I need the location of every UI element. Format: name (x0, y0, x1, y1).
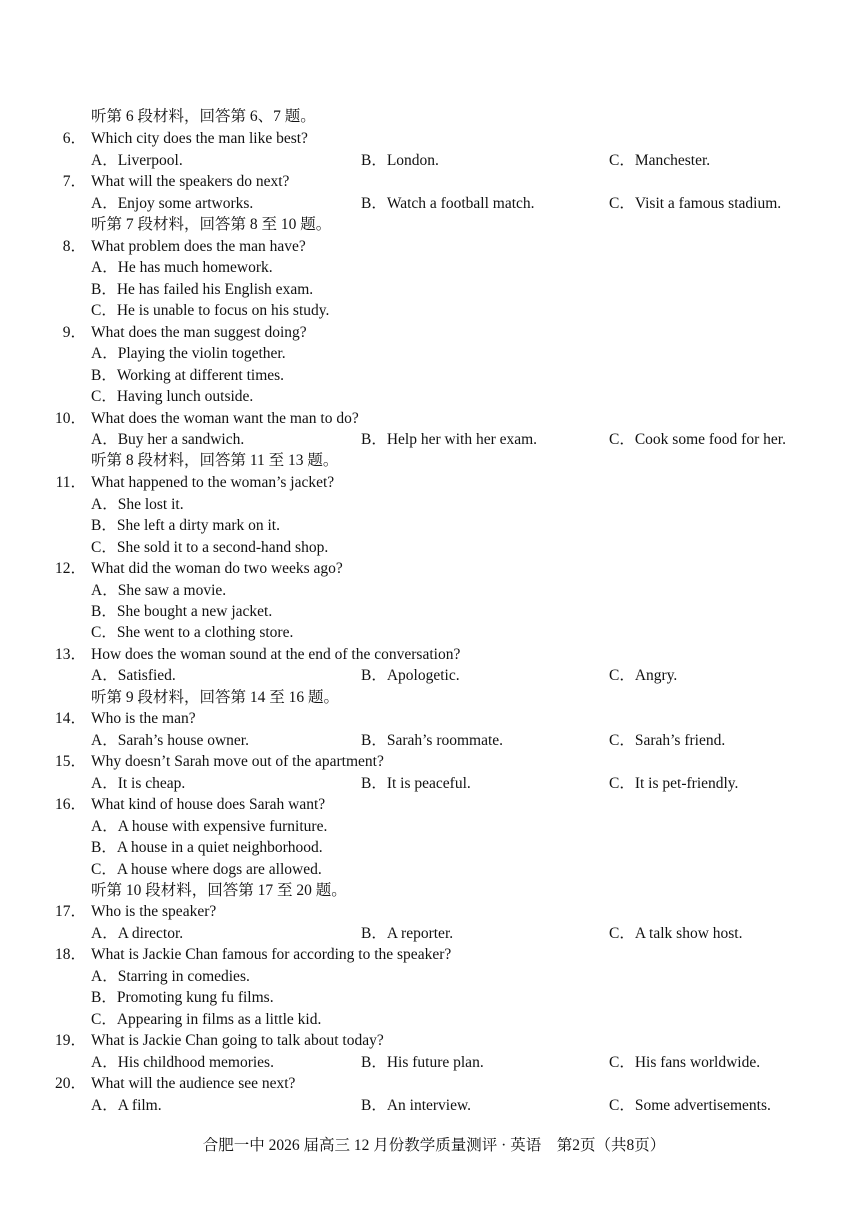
question-stem: What will the audience see next? (91, 1075, 296, 1092)
page-footer: 合肥一中 2026 届高三 12 月份教学质量测评 · 英语 第2页（共8页） (202, 1137, 666, 1154)
question-stem: What does the woman want the man to do? (91, 410, 359, 427)
option-c: C．A house where dogs are allowed. (91, 861, 322, 878)
option-c: C．Visit a famous stadium. (609, 195, 782, 212)
section-instruction: 听第 6 段材料，回答第 6、7 题。 (91, 108, 316, 125)
option-b: B．Working at different times. (91, 367, 285, 384)
option-c: C．He is unable to focus on his study. (91, 302, 330, 319)
option-c: C．A talk show host. (609, 925, 743, 942)
option-b: B．It is peaceful. (361, 775, 471, 792)
option-b: B．Promoting kung fu films. (91, 989, 274, 1006)
question-number: 9． (62, 324, 86, 341)
question-stem: Who is the speaker? (91, 903, 217, 920)
option-a: A．Liverpool. (91, 152, 183, 169)
option-c: C．It is pet-friendly. (609, 775, 739, 792)
option-b: B．He has failed his English exam. (91, 281, 314, 298)
question-stem: Why doesn’t Sarah move out of the apartment? (91, 753, 384, 770)
option-b: B．She left a dirty mark on it. (91, 517, 280, 534)
option-b: B．An interview. (361, 1097, 472, 1114)
option-a: A．Buy her a sandwich. (91, 431, 245, 448)
question-9 (0, 322, 868, 343)
options-row (0, 923, 868, 944)
option-c: C．Angry. (609, 667, 678, 684)
option-c: C．Some advertisements. (609, 1097, 771, 1114)
question-15 (0, 751, 868, 772)
option-a: A．Playing the violin together. (91, 345, 286, 362)
option-a: A．Starring in comedies. (91, 968, 250, 985)
question-20 (0, 1073, 868, 1094)
question-12 (0, 558, 868, 579)
option-b: B．Help her with her exam. (361, 431, 538, 448)
option-a: A．She saw a movie. (91, 582, 227, 599)
option-c: C．Cook some food for her. (609, 431, 786, 448)
question-7 (0, 171, 868, 192)
question-19 (0, 1030, 868, 1051)
question-stem: What did the woman do two weeks ago? (91, 560, 343, 577)
question-number: 17． (54, 903, 86, 920)
question-number: 11． (55, 474, 86, 491)
option-b: B．Apologetic. (361, 667, 460, 684)
question-stem: What happened to the woman’s jacket? (91, 474, 335, 491)
option-a: A．A house with expensive furniture. (91, 818, 328, 835)
option-a: A．Enjoy some artworks. (91, 195, 254, 212)
option-b: B．His future plan. (361, 1054, 484, 1071)
options-row (0, 1095, 868, 1116)
options-row (0, 730, 868, 751)
question-stem: Which city does the man like best? (91, 130, 308, 147)
option-a: A．His childhood memories. (91, 1054, 274, 1071)
section-instruction: 听第 8 段材料，回答第 11 至 13 题。 (91, 452, 339, 469)
question-17 (0, 901, 868, 922)
question-10 (0, 408, 868, 429)
options-row (0, 429, 868, 450)
question-number: 19． (54, 1032, 86, 1049)
option-c: C．Having lunch outside. (91, 388, 254, 405)
question-number: 18． (54, 946, 86, 963)
option-a: A．A director. (91, 925, 184, 942)
question-number: 12． (54, 560, 86, 577)
option-c: C．She sold it to a second-hand shop. (91, 539, 329, 556)
question-stem: What does the man suggest doing? (91, 324, 307, 341)
options-row (0, 665, 868, 686)
question-stem: What problem does the man have? (91, 238, 306, 255)
question-16 (0, 794, 868, 815)
options-row (0, 1052, 868, 1073)
option-b: B．A reporter. (361, 925, 454, 942)
option-a: A．She lost it. (91, 496, 184, 513)
option-c: C．Manchester. (609, 152, 711, 169)
question-11 (0, 472, 868, 493)
option-a: A．He has much homework. (91, 259, 273, 276)
option-c: C．Appearing in films as a little kid. (91, 1011, 322, 1028)
question-stem: What is Jackie Chan going to talk about today? (91, 1032, 384, 1049)
question-number: 14． (54, 710, 86, 727)
section-instruction: 听第 7 段材料，回答第 8 至 10 题。 (91, 216, 332, 233)
question-stem: What will the speakers do next? (91, 173, 290, 190)
question-14 (0, 708, 868, 729)
question-number: 16． (54, 796, 86, 813)
question-8 (0, 236, 868, 257)
question-number: 10． (54, 410, 86, 427)
question-13 (0, 644, 868, 665)
option-c: C．His fans worldwide. (609, 1054, 761, 1071)
question-stem: What is Jackie Chan famous for according to the speaker? (91, 946, 452, 963)
options-row (0, 193, 868, 214)
question-stem: How does the woman sound at the end of the conversation? (91, 646, 461, 663)
option-b: B．London. (361, 152, 439, 169)
question-number: 15． (54, 753, 86, 770)
question-stem: What kind of house does Sarah want? (91, 796, 326, 813)
question-number: 7． (62, 173, 86, 190)
question-number: 13． (54, 646, 86, 663)
option-c: C．She went to a clothing store. (91, 624, 294, 641)
question-number: 6． (62, 130, 86, 147)
option-b: B．A house in a quiet neighborhood. (91, 839, 323, 856)
option-b: B．Sarah’s roommate. (361, 732, 504, 749)
option-a: A．Sarah’s house owner. (91, 732, 249, 749)
option-a: A．A film. (91, 1097, 162, 1114)
question-number: 8． (62, 238, 86, 255)
question-6 (0, 128, 868, 149)
option-a: A．Satisfied. (91, 667, 176, 684)
question-number: 20． (54, 1075, 86, 1092)
option-c: C．Sarah’s friend. (609, 732, 726, 749)
question-18 (0, 944, 868, 965)
section-instruction: 听第 9 段材料，回答第 14 至 16 题。 (91, 689, 340, 706)
option-b: B．Watch a football match. (361, 195, 535, 212)
option-a: A．It is cheap. (91, 775, 186, 792)
section-instruction: 听第 10 段材料，回答第 17 至 20 题。 (91, 882, 347, 899)
option-b: B．She bought a new jacket. (91, 603, 273, 620)
options-row (0, 150, 868, 171)
options-row (0, 773, 868, 794)
question-stem: Who is the man? (91, 710, 196, 727)
